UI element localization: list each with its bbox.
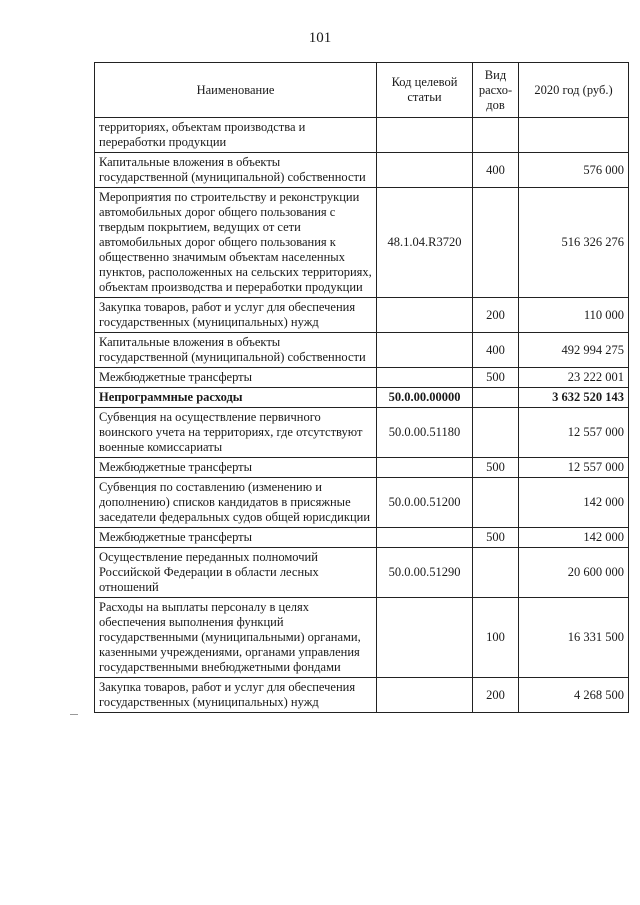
cell-sum: 23 222 001: [519, 368, 629, 388]
cell-kind: [473, 188, 519, 298]
cell-sum: 142 000: [519, 528, 629, 548]
cell-name: Мероприятия по строительству и реконструкции автомобильных дорог общего пользования с твердым покрытием, ведущих от сети автомобильных дорог общего пользования к общественно значимым объектам населенных пунктов, расположенных на сельских территориях, объектам производства и переработки продукции: [95, 188, 377, 298]
cell-sum: 492 994 275: [519, 333, 629, 368]
cell-sum: 4 268 500: [519, 678, 629, 713]
table-row: [95, 188, 629, 298]
cell-name: Капитальные вложения в объекты государственной (муниципальной) собственности: [95, 153, 377, 188]
table-row: [95, 678, 629, 713]
cell-code: 50.0.00.51200: [377, 478, 473, 528]
table-row: [95, 333, 629, 368]
cell-sum: 12 557 000: [519, 408, 629, 458]
cell-kind: 400: [473, 153, 519, 188]
table-row: [95, 153, 629, 188]
table-row: [95, 458, 629, 478]
cell-code: 50.0.00.00000: [377, 388, 473, 408]
budget-table: [94, 62, 629, 713]
cell-code: [377, 368, 473, 388]
table-row: [95, 408, 629, 458]
cell-code: [377, 678, 473, 713]
table-row: [95, 368, 629, 388]
cell-name: Непрограммные расходы: [95, 388, 377, 408]
cell-name: Субвенция по составлению (изменению и дополнению) списков кандидатов в присяжные заседатели федеральных судов общей юрисдикции: [95, 478, 377, 528]
cell-sum: 576 000: [519, 153, 629, 188]
cell-sum: 12 557 000: [519, 458, 629, 478]
cell-code: [377, 153, 473, 188]
header-name: Наименование: [95, 63, 377, 118]
cell-sum: [519, 118, 629, 153]
cell-kind: [473, 548, 519, 598]
header-kind: Вид расхо-дов: [473, 63, 519, 118]
table-header-row: [95, 63, 629, 118]
table-row: [95, 528, 629, 548]
cell-sum: 110 000: [519, 298, 629, 333]
cell-kind: 100: [473, 598, 519, 678]
cell-kind: 200: [473, 678, 519, 713]
cell-code: [377, 458, 473, 478]
table-row: [95, 118, 629, 153]
table-row: [95, 598, 629, 678]
cell-kind: [473, 408, 519, 458]
cell-kind: 500: [473, 368, 519, 388]
page-number: 101: [308, 30, 332, 46]
cell-name: Субвенция на осуществление первичного воинского учета на территориях, где отсутствуют военные комиссариаты: [95, 408, 377, 458]
table-row: [95, 298, 629, 333]
cell-code: [377, 298, 473, 333]
cell-name: территориях, объектам производства и переработки продукции: [95, 118, 377, 153]
cell-code: 50.0.00.51290: [377, 548, 473, 598]
cell-kind: 500: [473, 528, 519, 548]
cell-name: Межбюджетные трансферты: [95, 368, 377, 388]
header-sum: 2020 год (руб.): [519, 63, 629, 118]
cell-sum: 3 632 520 143: [519, 388, 629, 408]
cell-code: 48.1.04.R3720: [377, 188, 473, 298]
cell-code: 50.0.00.51180: [377, 408, 473, 458]
cell-code: [377, 598, 473, 678]
table-row: [95, 388, 629, 408]
cell-sum: 516 326 276: [519, 188, 629, 298]
cell-kind: [473, 118, 519, 153]
cell-kind: [473, 478, 519, 528]
cell-name: Межбюджетные трансферты: [95, 528, 377, 548]
cell-kind: 500: [473, 458, 519, 478]
table-row: [95, 548, 629, 598]
table-row: [95, 478, 629, 528]
cell-name: Межбюджетные трансферты: [95, 458, 377, 478]
cell-code: [377, 118, 473, 153]
cell-name: Закупка товаров, работ и услуг для обеспечения государственных (муниципальных) нужд: [95, 298, 377, 333]
cell-sum: 16 331 500: [519, 598, 629, 678]
cell-name: Расходы на выплаты персоналу в целях обеспечения выполнения функций государственными (муниципальными) органами, казенными учреждениями, органами управления государственными внебюджетными фондами: [95, 598, 377, 678]
margin-mark: [70, 714, 78, 715]
cell-name: Капитальные вложения в объекты государственной (муниципальной) собственности: [95, 333, 377, 368]
cell-name: Закупка товаров, работ и услуг для обеспечения государственных (муниципальных) нужд: [95, 678, 377, 713]
cell-code: [377, 333, 473, 368]
cell-sum: 142 000: [519, 478, 629, 528]
header-code: Код целевой статьи: [377, 63, 473, 118]
cell-kind: [473, 388, 519, 408]
cell-sum: 20 600 000: [519, 548, 629, 598]
cell-kind: 200: [473, 298, 519, 333]
cell-name: Осуществление переданных полномочий Российской Федерации в области лесных отношений: [95, 548, 377, 598]
cell-kind: 400: [473, 333, 519, 368]
cell-code: [377, 528, 473, 548]
